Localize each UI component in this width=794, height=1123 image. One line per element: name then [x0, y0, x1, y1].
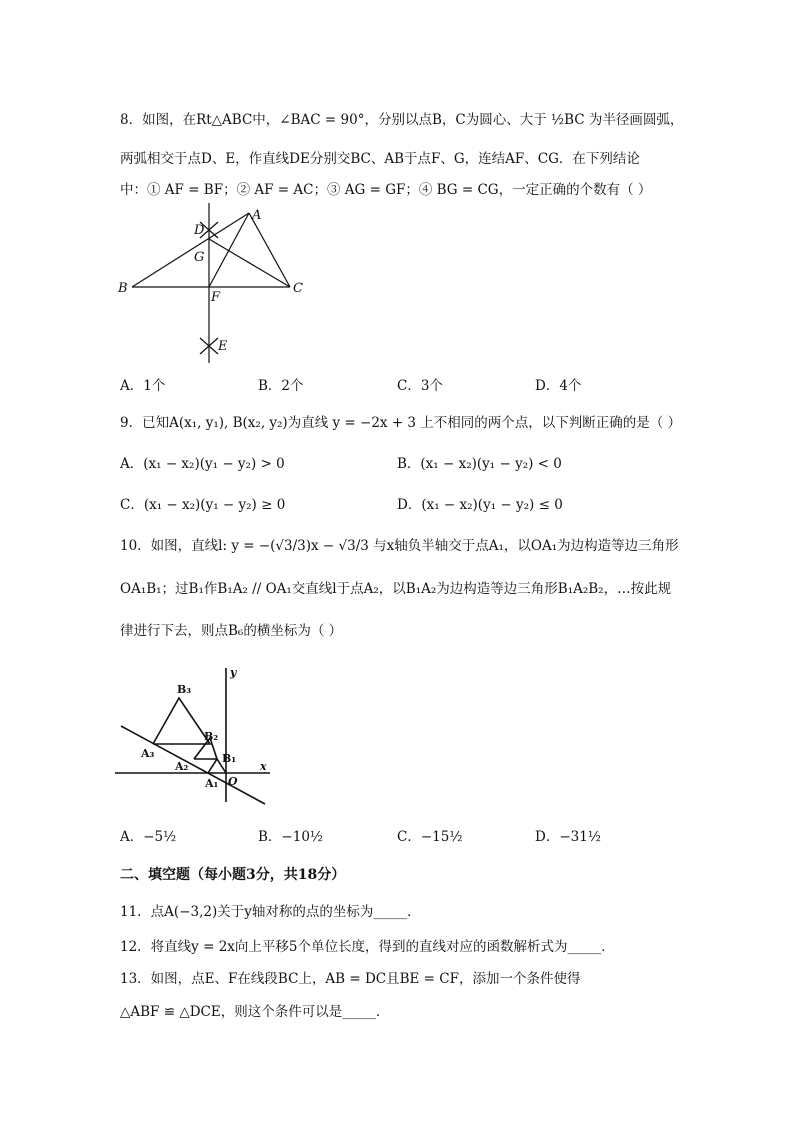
label-C: C — [293, 281, 303, 296]
line-l — [121, 726, 265, 804]
section-heading-fill-in: 二、填空题（每小题3分，共18分） — [120, 867, 346, 883]
q12-text: 12．将直线y = 2x向上平移5个单位长度，得到的直线对应的函数解析式为_____． — [120, 939, 615, 955]
q10-equilateral-triangles-figure — [115, 660, 285, 810]
label-A: A — [252, 208, 262, 223]
q8-option-a[interactable]: A．1个 — [120, 378, 166, 394]
q8-stem-line3: 中：① AF = BF；② AF = AC；③ AG = GF；④ BG = CG，一定正确的个数有（ ） — [120, 182, 652, 198]
q10-option-c[interactable]: C．−15½ — [397, 829, 463, 845]
q8-option-b[interactable]: B．2个 — [258, 378, 304, 394]
label-O: O — [228, 775, 238, 788]
q11-text: 11．点A(−3,2)关于y轴对称的点的坐标为_____． — [120, 904, 421, 920]
segment-CG — [209, 239, 290, 287]
label-B: B — [118, 281, 128, 296]
label-A2: A₂ — [175, 760, 189, 773]
segment-BA — [132, 213, 249, 287]
segment-AC — [249, 213, 290, 287]
q8-stem-line2: 两弧相交于点D、E，作直线DE分别交BC、AB于点F、G，连结AF、CG．在下列结论 — [120, 151, 640, 167]
q10-option-d[interactable]: D．−31½ — [535, 829, 601, 845]
q9-option-b[interactable]: B．(x₁ − x₂)(y₁ − y₂) < 0 — [397, 456, 562, 472]
q9-stem: 9．已知A(x₁, y₁), B(x₂, y₂)为直线 y = −2x + 3 上不相同的两个点，以下判断正确的是（ ） — [120, 415, 682, 431]
q8-triangle-figure — [110, 195, 310, 370]
y-axis-arrow — [215, 665, 229, 671]
label-x: x — [260, 760, 267, 773]
label-B3: B₃ — [177, 683, 192, 696]
q13-stem-line2: △ABF ≌ △DCE，则这个条件可以是_____． — [120, 1004, 390, 1020]
label-B1: B₁ — [222, 752, 237, 765]
q10-option-b[interactable]: B．−10½ — [258, 829, 323, 845]
q9-option-a[interactable]: A．(x₁ − x₂)(y₁ − y₂) > 0 — [120, 456, 285, 472]
q10-stem-line2: OA₁B₁；过B₁作B₁A₂ // OA₁交直线l于点A₂，以B₁A₂为边构造等边三角形B₁A₂B₂，…按此规 — [120, 581, 672, 597]
triangle-B2A3B3 — [153, 698, 210, 744]
q10-stem-line1: 10．如图，直线l: y = −(√3/3)x − √3/3 与x轴负半轴交于点A₁，以OA₁为边构造等边三角形 — [120, 538, 679, 554]
q8-option-c[interactable]: C．3个 — [397, 378, 443, 394]
q8-stem-line1: 8．如图，在Rt△ABC中，∠BAC = 90°，分别以点B，C为圆心、大于 ½BC 为半径画圆弧， — [120, 112, 684, 128]
label-F: F — [211, 290, 221, 305]
q10-option-a[interactable]: A．−5½ — [120, 829, 177, 845]
label-y: y — [230, 666, 237, 679]
q10-stem-line3: 律进行下去，则点B₆的横坐标为（ ） — [120, 623, 343, 639]
label-G: G — [194, 250, 205, 265]
label-A3: A₃ — [141, 747, 155, 760]
q8-option-d[interactable]: D．4个 — [535, 378, 582, 394]
label-A1: A₁ — [205, 777, 219, 790]
label-B2: B₂ — [204, 730, 219, 743]
q13-stem-line1: 13．如图，点E、F在线段BC上，AB = DC且BE = CF，添加一个条件使得 — [120, 971, 581, 987]
label-D: D — [194, 223, 205, 238]
q9-option-d[interactable]: D．(x₁ − x₂)(y₁ − y₂) ≤ 0 — [397, 497, 563, 513]
label-E: E — [218, 339, 228, 354]
q9-option-c[interactable]: C．(x₁ − x₂)(y₁ − y₂) ≥ 0 — [120, 497, 286, 513]
